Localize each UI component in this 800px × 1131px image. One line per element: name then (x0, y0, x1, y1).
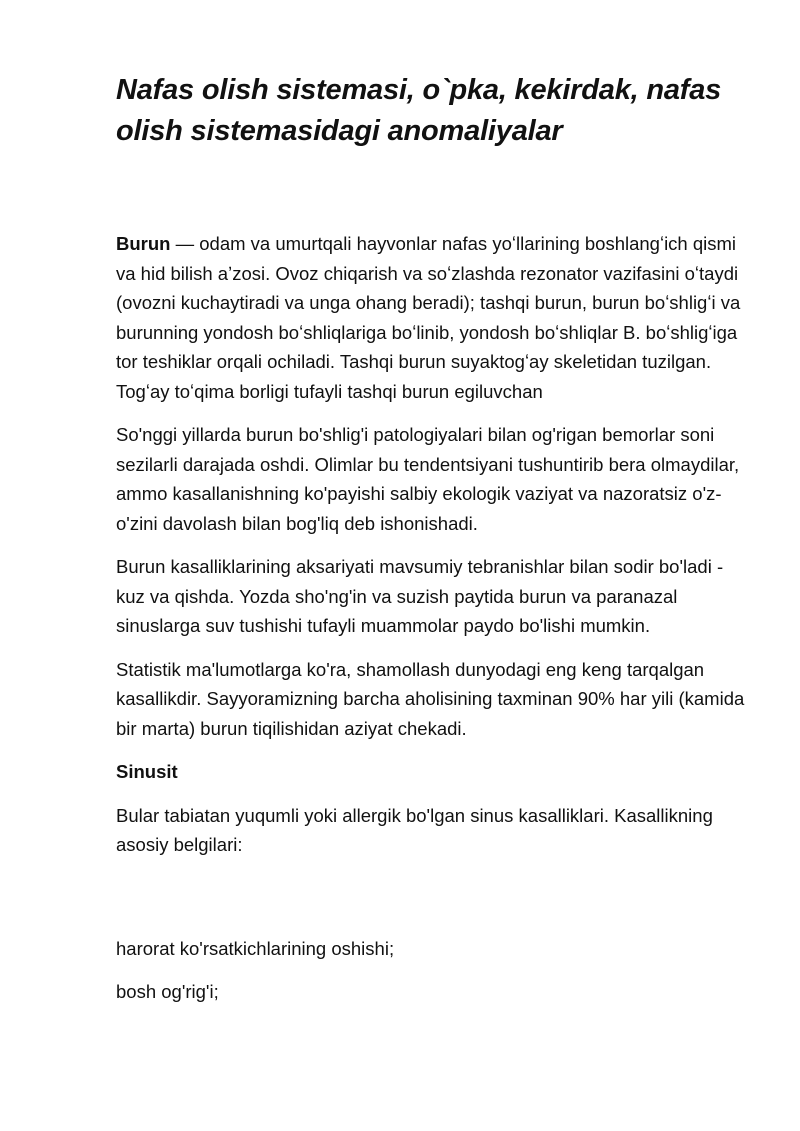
blank-space (116, 874, 756, 934)
document-title: Nafas olish sistemasi, o`pka, kekirdak, nafas olish sistemasidagi anomaliyalar (116, 74, 722, 147)
paragraph: Burun kasalliklarining aksariyati mavsumiy tebranishlar bilan sodir bo'ladi - kuz va qishda. Yozda sho'ng'in va suzish paytida burun va paranazal sinuslarga suv tushishi tufayli muammolar paydo bo'lishi mumkin. (116, 556, 724, 636)
section-text: Bular tabiatan yuqumli yoki allergik bo'lgan sinus kasalliklari. Kasallikning asosiy belgilari: (116, 804, 713, 855)
document-body (116, 229, 756, 1007)
intro-paragraph (116, 229, 756, 406)
paragraph: So'nggi yillarda burun bo'shlig'i patologiyalari bilan og'rigan bemorlar soni sezilarli darajada oshdi. Olimlar bu tendentsiyani tushuntirib bera olmaydilar, ammo kasallanishning ko'payishi salbiy ekologik vaziyat va nazoratsiz o'z-o'zini davolash bilan bog'liq deb ishonishadi. (116, 424, 740, 534)
section-heading: Sinusit (116, 761, 178, 782)
paragraph: Statistik ma'lumotlarga ko'ra, shamollash dunyodagi eng keng tarqalgan kasallikdir. Sayyoramizning barcha aholisining taxminan 90% har yili (kamida bir marta) burun tiqilishidan aziyat chekadi. (116, 658, 745, 739)
intro-text: — odam va umurtqali hayvonlar nafas yoʻllarining boshlangʻich qismi va hid bilish aʼzosi. Ovoz chiqarish va soʻzlashda rezonator vazifasini oʻtaydi (ovozni kuchaytiradi va unga ohang beradi); tashqi burun, burun boʻshligʻi va burunning yondosh boʻshliqlariga boʻlinib, yondosh boʻshliqlar B. boʻshligʻiga tor teshiklar orqali ochiladi. Tashqi burun suyaktogʻay skeletidan tuzilgan. Togʻay toʻqima borligi tufayli tashqi burun egiluvchan (116, 233, 741, 402)
intro-lead-term: Burun (116, 233, 171, 254)
symptom-item: bosh og'rig'i; (116, 981, 219, 1002)
document-page (116, 70, 756, 1021)
symptom-item: harorat ko'rsatkichlarining oshishi; (116, 937, 395, 959)
